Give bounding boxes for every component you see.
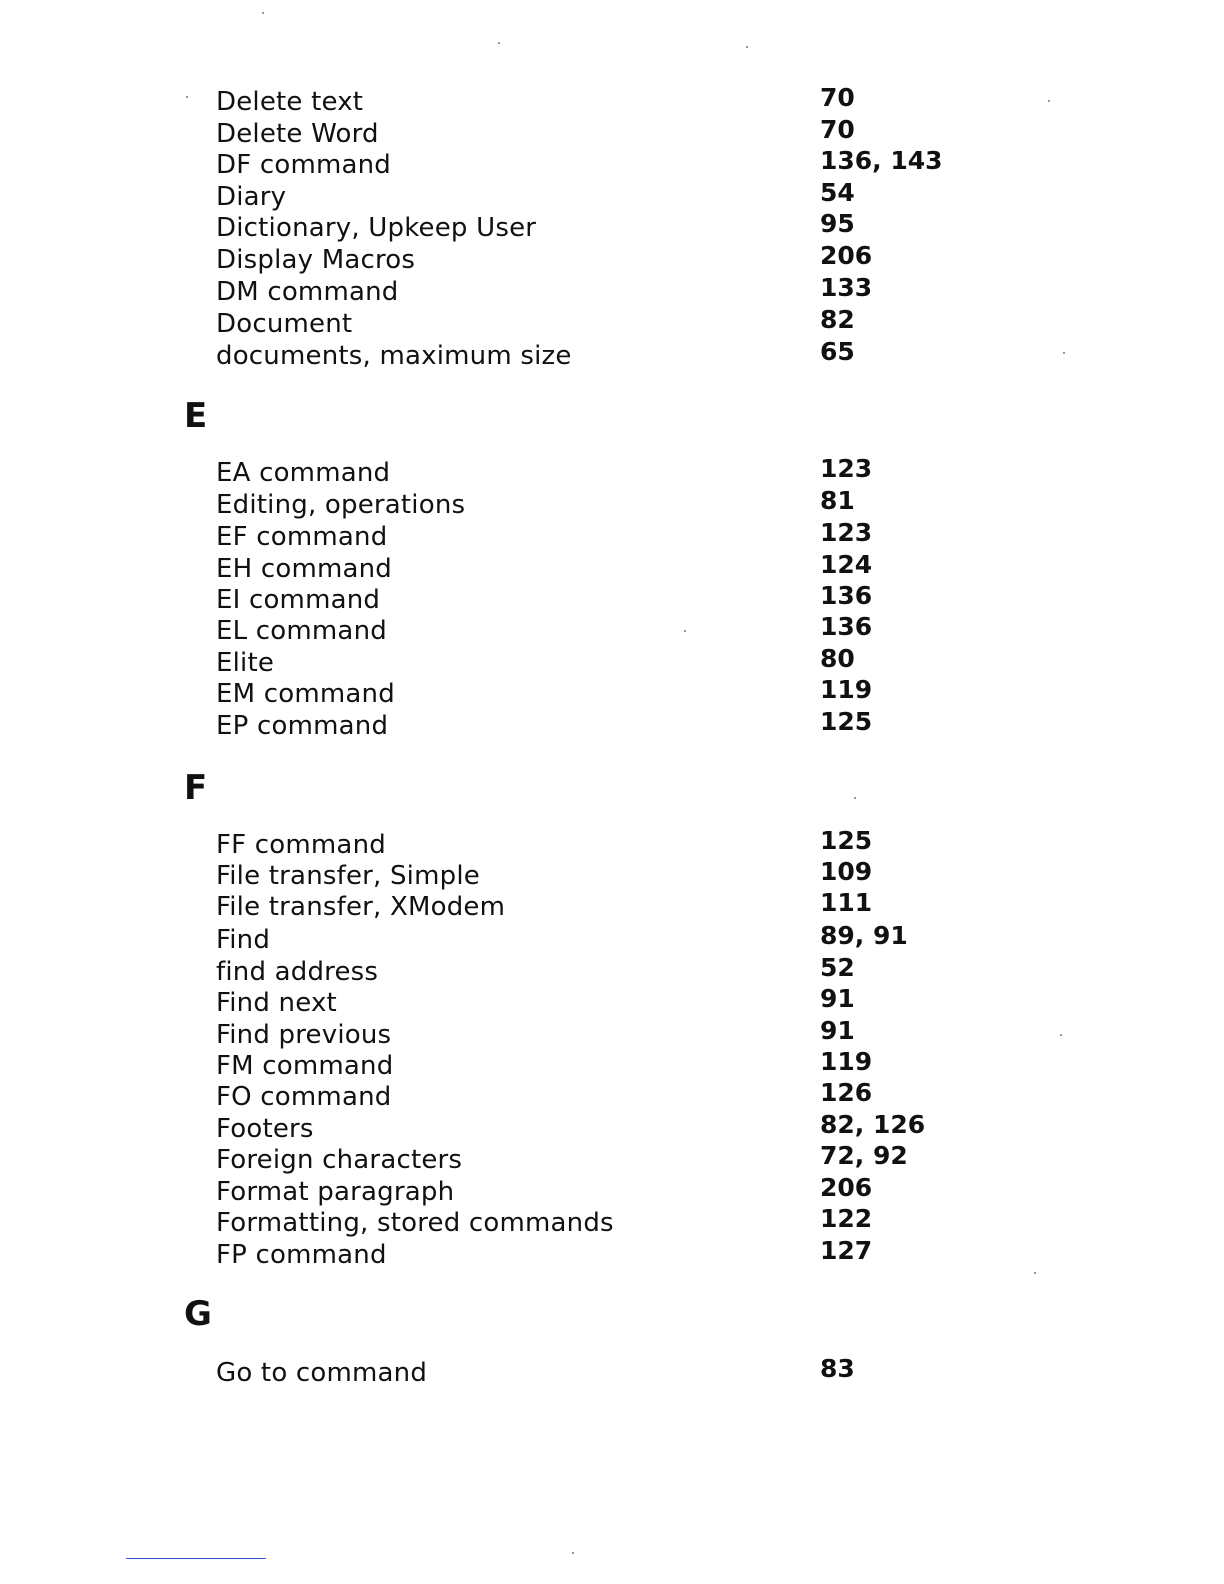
index-pages: 133 [820, 273, 873, 302]
index-entry [216, 273, 1216, 308]
index-pages: 125 [820, 826, 873, 855]
index-pages: 119 [820, 1047, 873, 1076]
index-entry [216, 1047, 1216, 1082]
index-entry [216, 953, 1216, 988]
scan-speck [684, 630, 686, 632]
index-entry [216, 550, 1216, 585]
index-entry [216, 241, 1216, 276]
scan-speck [1063, 352, 1065, 354]
index-term: DM command [216, 277, 399, 307]
index-entry [216, 146, 1216, 181]
scan-speck [1034, 1272, 1036, 1274]
index-term: Delete text [216, 87, 364, 117]
index-entry [216, 857, 1216, 892]
index-entry [216, 518, 1216, 553]
index-entry [216, 1204, 1216, 1239]
index-term: EA command [216, 458, 391, 488]
index-entry [216, 675, 1216, 710]
index-entry [216, 826, 1216, 861]
index-entry [216, 984, 1216, 1019]
index-pages: 126 [820, 1078, 873, 1107]
index-term: FP command [216, 1240, 387, 1270]
index-term: EH command [216, 554, 393, 584]
index-term: documents, maximum size [216, 341, 572, 371]
section-letter: F [184, 768, 208, 808]
index-pages: 127 [820, 1236, 873, 1265]
scan-speck [854, 797, 856, 799]
index-term: EF command [216, 522, 388, 552]
index-entry [216, 612, 1216, 647]
index-pages: 52 [820, 953, 855, 982]
index-pages: 111 [820, 888, 873, 917]
index-term: Format paragraph [216, 1177, 455, 1207]
index-entry [216, 486, 1216, 521]
scan-speck [262, 12, 264, 14]
scan-speck [572, 1552, 574, 1554]
index-entry [216, 1141, 1216, 1176]
index-term: EI command [216, 585, 381, 615]
index-pages: 82 [820, 305, 855, 334]
index-term: Find previous [216, 1020, 392, 1050]
index-entry [216, 1173, 1216, 1208]
section-letter: G [184, 1294, 212, 1334]
index-pages: 72, 92 [820, 1141, 908, 1170]
index-pages: 123 [820, 454, 873, 483]
index-pages: 89, 91 [820, 921, 908, 950]
section-letter: E [184, 396, 208, 436]
index-term: Delete Word [216, 119, 379, 149]
index-term: Formatting, stored commands [216, 1208, 614, 1238]
index-pages: 95 [820, 209, 855, 238]
index-entry [216, 337, 1216, 372]
index-pages: 109 [820, 857, 873, 886]
index-term: EP command [216, 711, 389, 741]
index-term: FM command [216, 1051, 394, 1081]
index-term: EL command [216, 616, 387, 646]
index-entry [216, 209, 1216, 244]
index-pages: 83 [820, 1354, 855, 1383]
index-pages: 136, 143 [820, 146, 943, 175]
index-entry [216, 305, 1216, 340]
index-pages: 82, 126 [820, 1110, 926, 1139]
index-term: Display Macros [216, 245, 416, 275]
scan-speck [1048, 100, 1050, 102]
index-term: Diary [216, 182, 287, 212]
index-entry [216, 644, 1216, 679]
index-pages: 91 [820, 1016, 855, 1045]
index-pages: 119 [820, 675, 873, 704]
index-pages: 65 [820, 337, 855, 366]
index-entry [216, 1354, 1216, 1389]
index-entry [216, 707, 1216, 742]
index-entry [216, 454, 1216, 489]
index-term: File transfer, Simple [216, 861, 480, 891]
index-pages: 81 [820, 486, 855, 515]
index-term: EM command [216, 679, 395, 709]
index-pages: 125 [820, 707, 873, 736]
index-term: FF command [216, 830, 386, 860]
index-term: File transfer, XModem [216, 892, 506, 922]
index-pages: 91 [820, 984, 855, 1013]
index-pages: 54 [820, 178, 855, 207]
index-term: Elite [216, 648, 275, 678]
index-entry [216, 83, 1216, 118]
index-term: Dictionary, Upkeep User [216, 213, 537, 243]
index-term: DF command [216, 150, 392, 180]
bottom-rule [126, 1558, 266, 1559]
index-term: Find next [216, 988, 337, 1018]
index-term: Editing, operations [216, 490, 466, 520]
index-pages: 124 [820, 550, 873, 579]
index-term: Footers [216, 1114, 314, 1144]
index-term: FO command [216, 1082, 392, 1112]
index-entry [216, 581, 1216, 616]
scan-speck [498, 42, 500, 44]
index-pages: 136 [820, 581, 873, 610]
index-entry [216, 115, 1216, 150]
index-pages: 206 [820, 241, 873, 270]
index-entry [216, 1236, 1216, 1271]
scan-speck [186, 96, 188, 98]
index-pages: 70 [820, 83, 855, 112]
scan-speck [746, 46, 748, 48]
index-pages: 80 [820, 644, 855, 673]
index-term: Foreign characters [216, 1145, 463, 1175]
index-term: Find [216, 925, 271, 955]
index-term: Go to command [216, 1358, 428, 1388]
index-entry [216, 178, 1216, 213]
index-pages: 123 [820, 518, 873, 547]
index-entry [216, 1110, 1216, 1145]
index-entry [216, 921, 1216, 956]
index-term: find address [216, 957, 379, 987]
index-pages: 70 [820, 115, 855, 144]
index-entry [216, 888, 1216, 923]
index-entry [216, 1016, 1216, 1051]
scan-speck [1060, 1034, 1062, 1036]
index-entry [216, 1078, 1216, 1113]
index-pages: 122 [820, 1204, 873, 1233]
index-pages: 136 [820, 612, 873, 641]
index-term: Document [216, 309, 353, 339]
index-pages: 206 [820, 1173, 873, 1202]
